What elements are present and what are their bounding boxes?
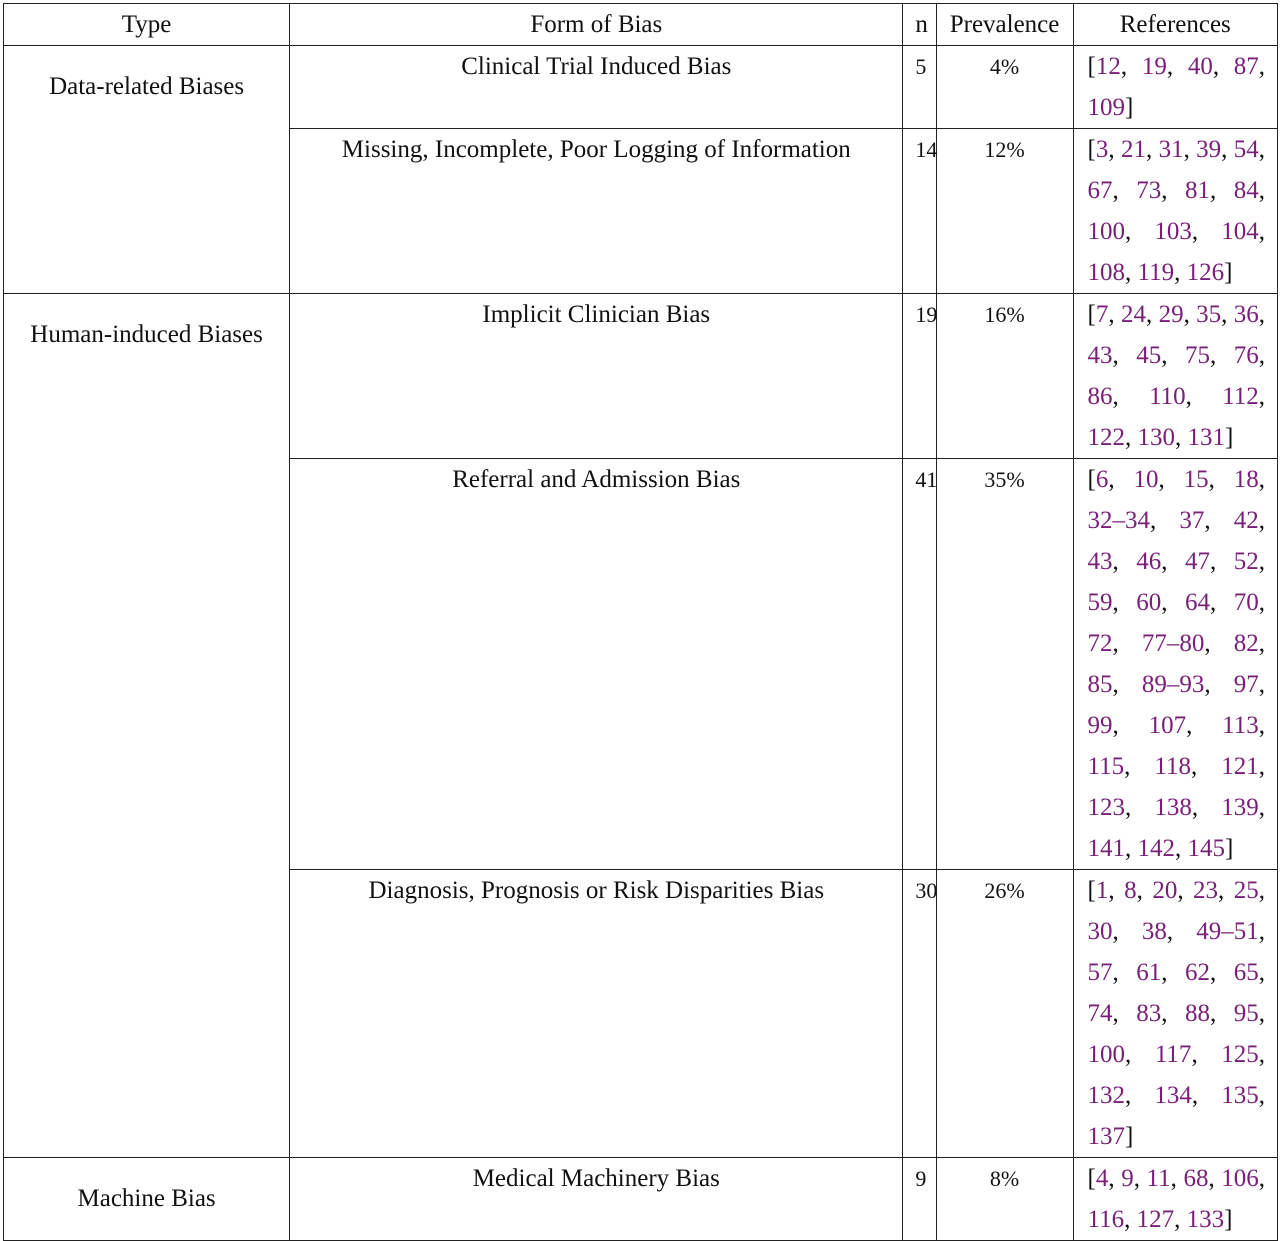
reference-link[interactable]: 20 [1152,877,1178,904]
reference-link[interactable]: 72 [1087,630,1113,657]
n-cell: 5 [903,46,936,129]
table-body [4,46,1278,1241]
reference-link[interactable]: 30 [1087,918,1113,945]
reference-link[interactable]: 73 [1136,177,1162,204]
form-of-bias-cell: Referral and Admission Bias [290,459,903,870]
reference-link[interactable]: 31 [1158,136,1184,163]
reference-link[interactable]: 64 [1185,589,1211,616]
reference-link[interactable]: 77–80 [1141,630,1205,657]
reference-link[interactable]: 87 [1233,53,1259,80]
reference-link[interactable]: 11 [1146,1165,1171,1192]
reference-link[interactable]: 122 [1087,424,1126,451]
reference-link[interactable]: 54 [1233,136,1259,163]
reference-link[interactable]: 24 [1120,301,1146,328]
table-header [4,4,1278,46]
reference-link[interactable]: 19 [1141,53,1167,80]
reference-link[interactable]: 1 [1095,877,1109,904]
reference-link[interactable]: 113 [1222,712,1259,739]
type-cell [4,294,290,1158]
reference-link[interactable]: 121 [1221,753,1259,780]
table-row [4,294,1278,459]
reference-link[interactable]: 139 [1221,794,1259,821]
reference-link[interactable]: 23 [1193,877,1219,904]
reference-link[interactable]: 106 [1221,1165,1259,1192]
references-cell: [12, 19, 40, 87, 109] [1073,46,1277,129]
header-row [4,4,1278,46]
reference-link[interactable]: 103 [1154,218,1192,245]
reference-link[interactable]: 84 [1233,177,1259,204]
reference-link[interactable]: 138 [1154,794,1192,821]
reference-link[interactable]: 133 [1186,1206,1225,1233]
reference-link[interactable]: 15 [1183,466,1209,493]
reference-link[interactable]: 8 [1124,877,1137,904]
reference-link[interactable]: 4 [1095,1165,1109,1192]
reference-link[interactable]: 115 [1087,753,1125,780]
prevalence-cell: 16% [936,294,1073,459]
reference-link[interactable]: 123 [1087,794,1126,821]
reference-link[interactable]: 3 [1095,136,1109,163]
prevalence-cell: 26% [936,870,1073,1158]
reference-link[interactable]: 112 [1222,383,1259,410]
reference-link[interactable]: 99 [1087,712,1113,739]
reference-link[interactable]: 37 [1179,507,1205,534]
reference-link[interactable]: 49–51 [1196,918,1259,945]
references-cell: [6, 10, 15, 18, 32–34, 37, 42, 43, 46, 47, 52, 59, 60, 64, 70, 72, 77–80, 82, 85, 89–93, 97, 99, 107, 113, 115, 118, 121, 123, 138, 139, 141, 142, 145] [1073,459,1277,870]
reference-link[interactable]: 86 [1087,383,1113,410]
header-references: References [1073,4,1277,46]
reference-link[interactable]: 107 [1148,712,1187,739]
form-of-bias-cell: Clinical Trial Induced Bias [290,46,903,129]
reference-link[interactable]: 43 [1087,548,1113,575]
reference-link[interactable]: 45 [1136,342,1162,369]
header-form-of-bias: Form of Bias [290,4,903,46]
reference-link[interactable]: 137 [1087,1123,1126,1150]
header-type: Type [4,4,290,46]
form-of-bias-cell: Diagnosis, Prognosis or Risk Disparities Bias [290,870,903,1158]
reference-link[interactable]: 7 [1095,301,1109,328]
reference-link[interactable]: 125 [1221,1041,1259,1068]
references-cell: [7, 24, 29, 35, 36, 43, 45, 75, 76, 86, 110, 112, 122, 130, 131] [1073,294,1277,459]
form-of-bias-cell: Medical Machinery Bias [290,1158,903,1241]
reference-link[interactable]: 12 [1095,53,1121,80]
reference-link[interactable]: 82 [1233,630,1259,657]
reference-link[interactable]: 119 [1137,259,1175,286]
reference-link[interactable]: 40 [1187,53,1213,80]
n-cell: 30 [903,870,936,1158]
reference-link[interactable]: 117 [1154,1041,1192,1068]
reference-link[interactable]: 81 [1185,177,1211,204]
reference-link[interactable]: 108 [1087,259,1126,286]
references-cell: [1, 8, 20, 23, 25, 30, 38, 49–51, 57, 61, 62, 65, 74, 83, 88, 95, 100, 117, 125, 132, 134, 135, 137] [1073,870,1277,1158]
type-label: Machine Bias [77,1185,216,1212]
reference-link[interactable]: 109 [1087,94,1126,121]
header-n: n [903,4,936,46]
reference-link[interactable]: 100 [1087,218,1126,245]
reference-link[interactable]: 141 [1087,835,1126,862]
reference-link[interactable]: 38 [1141,918,1167,945]
reference-link[interactable]: 57 [1087,959,1113,986]
reference-link[interactable]: 59 [1087,589,1113,616]
bias-table [3,3,1278,1241]
reference-link[interactable]: 97 [1233,671,1259,698]
reference-link[interactable]: 39 [1196,136,1222,163]
reference-link[interactable]: 32–34 [1087,507,1151,534]
reference-link[interactable]: 116 [1087,1206,1125,1233]
references-cell: [3, 21, 31, 39, 54, 67, 73, 81, 84, 100, 103, 104, 108, 119, 126] [1073,129,1277,294]
reference-link[interactable]: 134 [1154,1082,1192,1109]
form-of-bias-cell: Missing, Incomplete, Poor Logging of Information [290,129,903,294]
reference-link[interactable]: 61 [1136,959,1162,986]
reference-link[interactable]: 65 [1233,959,1259,986]
reference-link[interactable]: 75 [1185,342,1211,369]
reference-link[interactable]: 6 [1095,466,1109,493]
reference-link[interactable]: 52 [1233,548,1259,575]
n-cell: 41 [903,459,936,870]
reference-link[interactable]: 142 [1137,835,1176,862]
reference-link[interactable]: 130 [1137,424,1176,451]
type-cell [4,1158,290,1241]
reference-link[interactable]: 67 [1087,177,1113,204]
n-cell: 19 [903,294,936,459]
reference-link[interactable]: 100 [1087,1041,1126,1068]
reference-link[interactable]: 110 [1149,383,1186,410]
reference-link[interactable]: 21 [1120,136,1146,163]
prevalence-cell: 4% [936,46,1073,129]
reference-link[interactable]: 36 [1233,301,1259,328]
reference-link[interactable]: 118 [1154,753,1191,780]
n-cell: 9 [903,1158,936,1241]
reference-link[interactable]: 132 [1087,1082,1126,1109]
reference-link[interactable]: 85 [1087,671,1113,698]
reference-link[interactable]: 18 [1233,466,1259,493]
type-label: Data-related Biases [49,73,245,100]
type-label: Human-induced Biases [30,321,263,348]
prevalence-cell: 12% [936,129,1073,294]
reference-link[interactable]: 104 [1221,218,1259,245]
reference-link[interactable]: 74 [1087,1000,1113,1027]
reference-link[interactable]: 70 [1233,589,1259,616]
reference-link[interactable]: 68 [1183,1165,1209,1192]
reference-link[interactable]: 60 [1136,589,1162,616]
table-row [4,1158,1278,1241]
reference-link[interactable]: 135 [1221,1082,1259,1109]
prevalence-cell: 8% [936,1158,1073,1241]
reference-link[interactable]: 126 [1186,259,1225,286]
reference-link[interactable]: 131 [1187,424,1226,451]
table-row [4,46,1278,129]
prevalence-cell: 35% [936,459,1073,870]
references-cell: [4, 9, 11, 68, 106, 116, 127, 133] [1073,1158,1277,1241]
form-of-bias-cell: Implicit Clinician Bias [290,294,903,459]
reference-link[interactable]: 42 [1233,507,1259,534]
reference-link[interactable]: 145 [1187,835,1226,862]
reference-link[interactable]: 43 [1087,342,1113,369]
reference-link[interactable]: 25 [1233,877,1259,904]
reference-link[interactable]: 83 [1136,1000,1162,1027]
reference-link[interactable]: 62 [1185,959,1211,986]
reference-link[interactable]: 127 [1136,1206,1175,1233]
reference-link[interactable]: 88 [1185,1000,1211,1027]
reference-link[interactable]: 10 [1133,466,1159,493]
n-cell: 14 [903,129,936,294]
reference-link[interactable]: 29 [1158,301,1184,328]
reference-link[interactable]: 46 [1136,548,1162,575]
reference-link[interactable]: 76 [1233,342,1259,369]
type-cell [4,46,290,294]
header-prevalence: Prevalence [936,4,1073,46]
reference-link[interactable]: 9 [1121,1165,1134,1192]
reference-link[interactable]: 35 [1196,301,1222,328]
reference-link[interactable]: 47 [1185,548,1211,575]
reference-link[interactable]: 89–93 [1141,671,1205,698]
reference-link[interactable]: 95 [1233,1000,1259,1027]
